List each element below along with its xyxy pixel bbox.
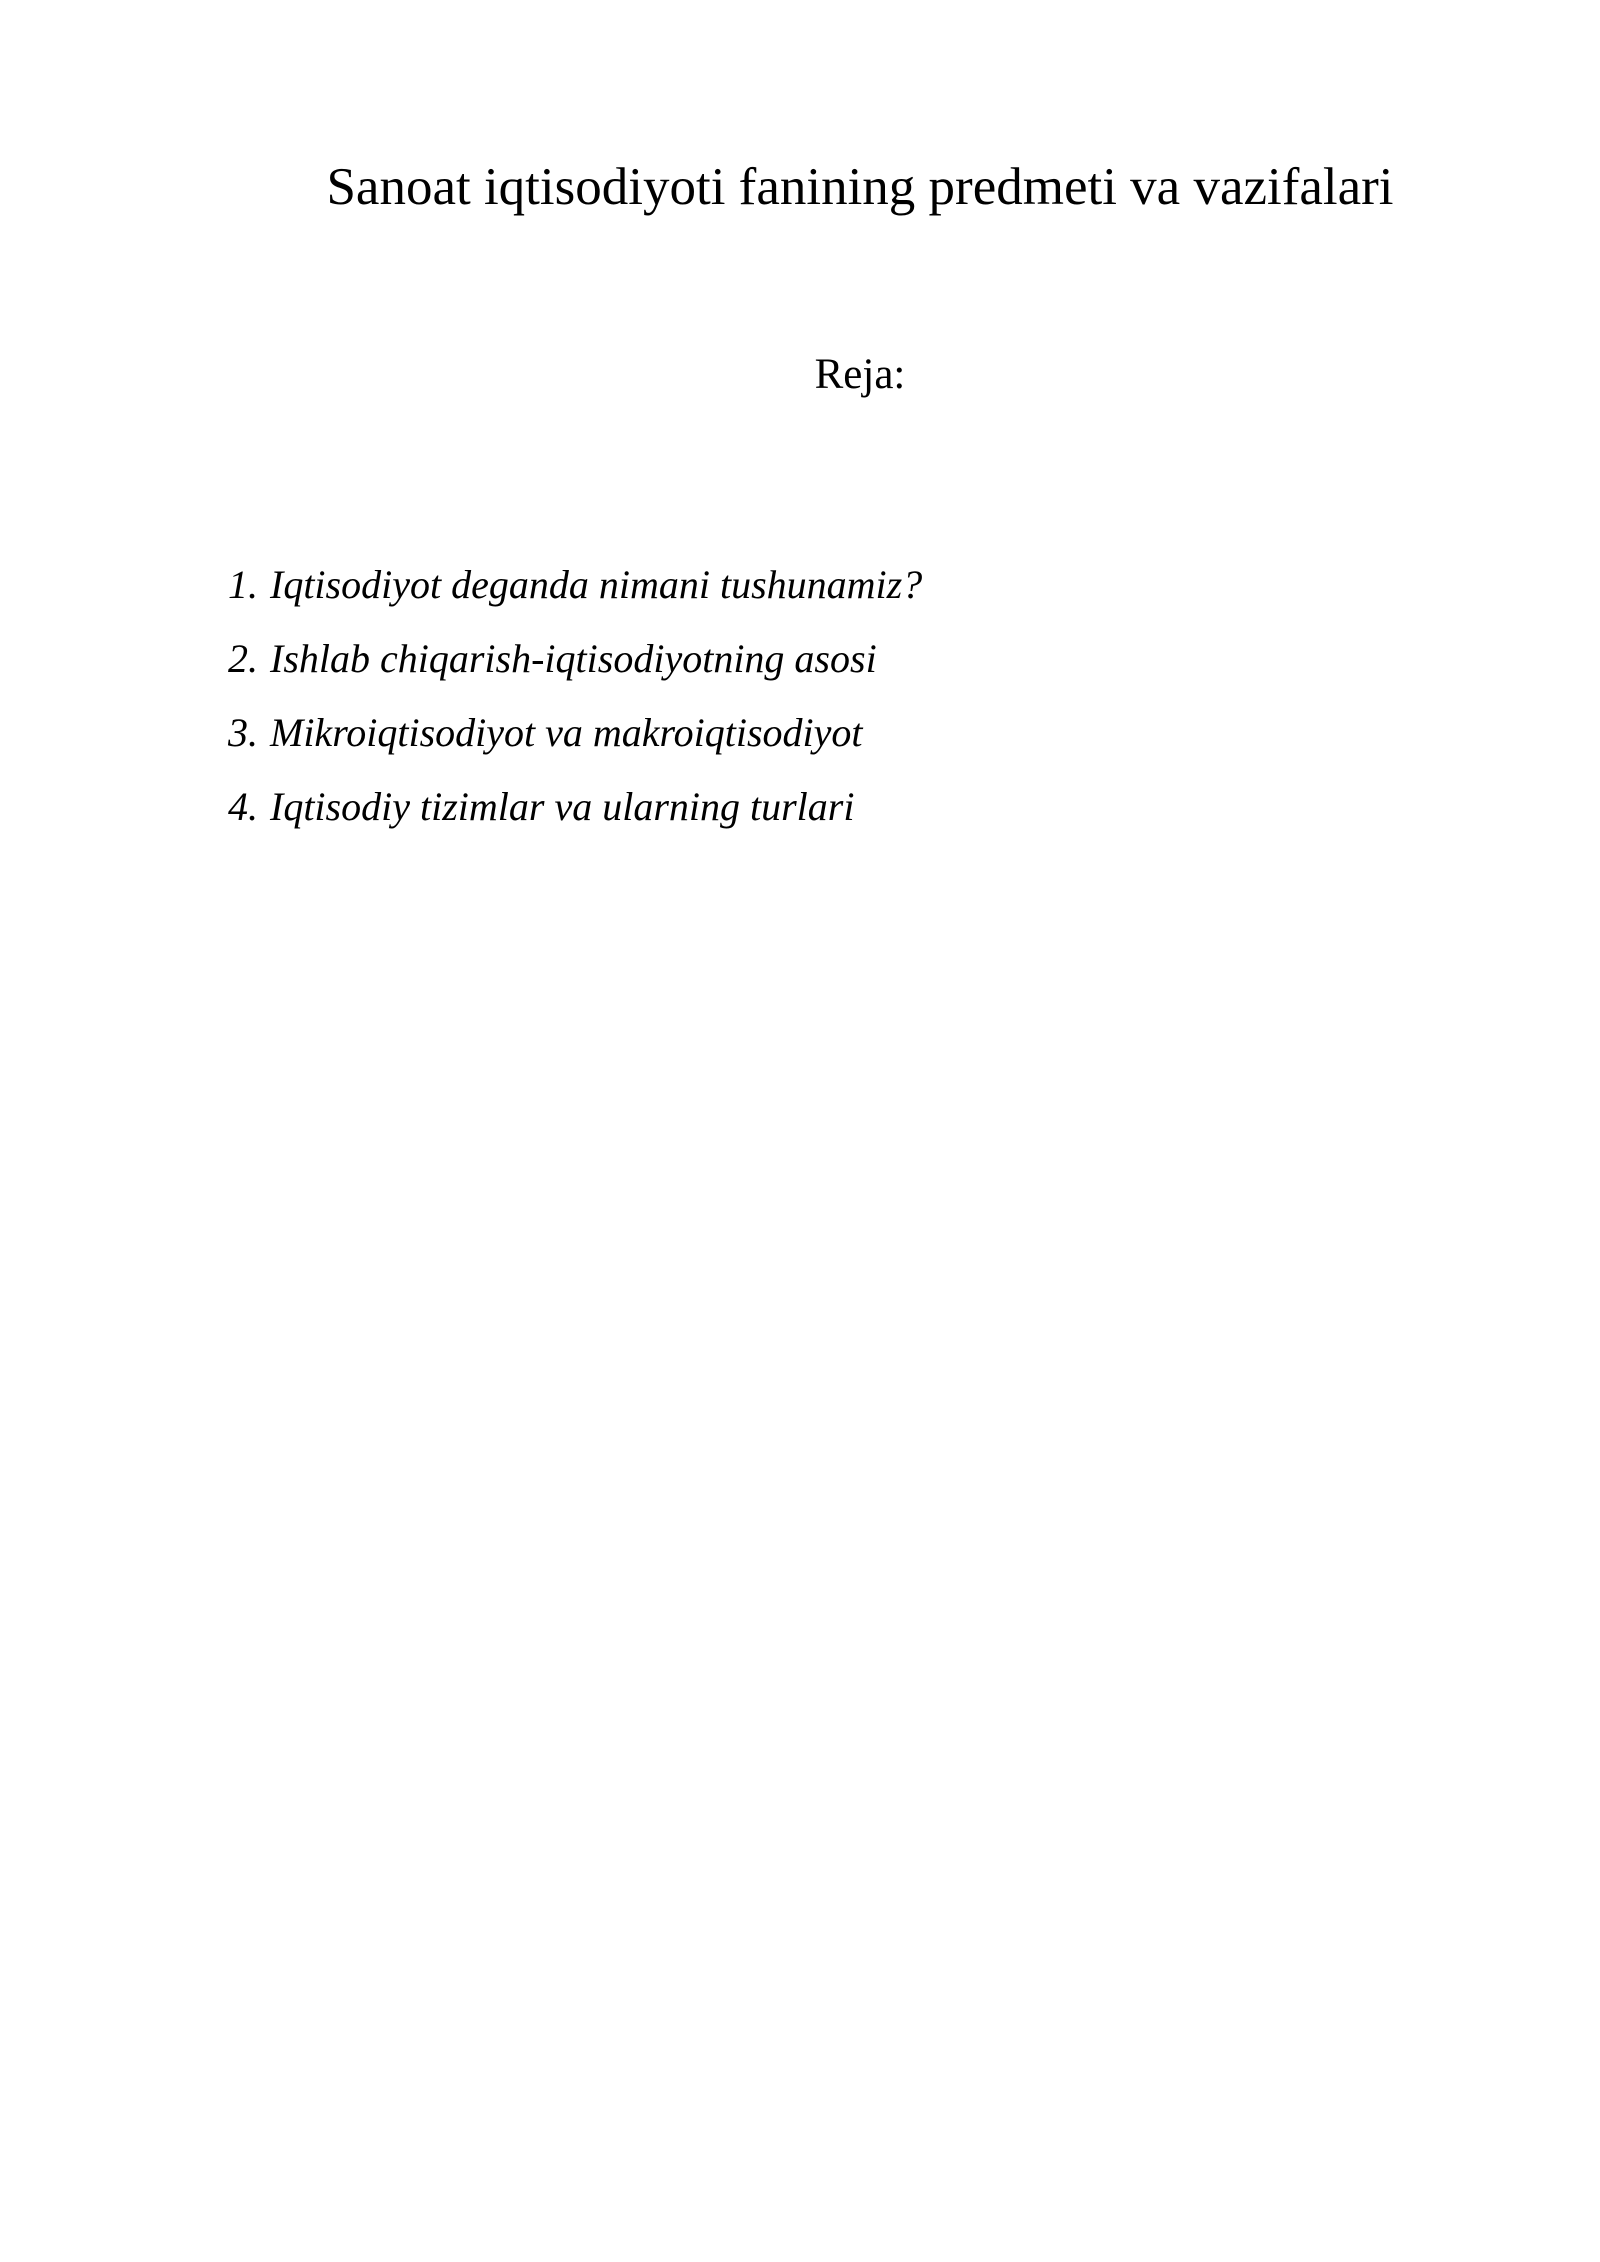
plan-item (228, 770, 922, 844)
plan-item-number: 4. (228, 784, 258, 829)
plan-item-text: Mikroiqtisodiyot va makroiqtisodiyot (270, 710, 863, 755)
plan-item (228, 696, 922, 770)
document-title: Sanoat iqtisodiyoti fanining predmeti va vazifalari (326, 158, 1394, 216)
plan-item (228, 548, 922, 622)
plan-item-number: 3. (228, 710, 258, 755)
plan-item-text: Iqtisodiyot deganda nimani tushunamiz? (270, 562, 923, 607)
plan-list (228, 548, 922, 844)
plan-item-text: Iqtisodiy tizimlar va ularning turlari (270, 784, 855, 829)
plan-item-number: 2. (228, 636, 258, 681)
plan-item-number: 1. (228, 562, 258, 607)
plan-item (228, 622, 922, 696)
plan-item-text: Ishlab chiqarish-iqtisodiyotning asosi (270, 636, 877, 681)
plan-heading: Reja: (814, 351, 906, 398)
